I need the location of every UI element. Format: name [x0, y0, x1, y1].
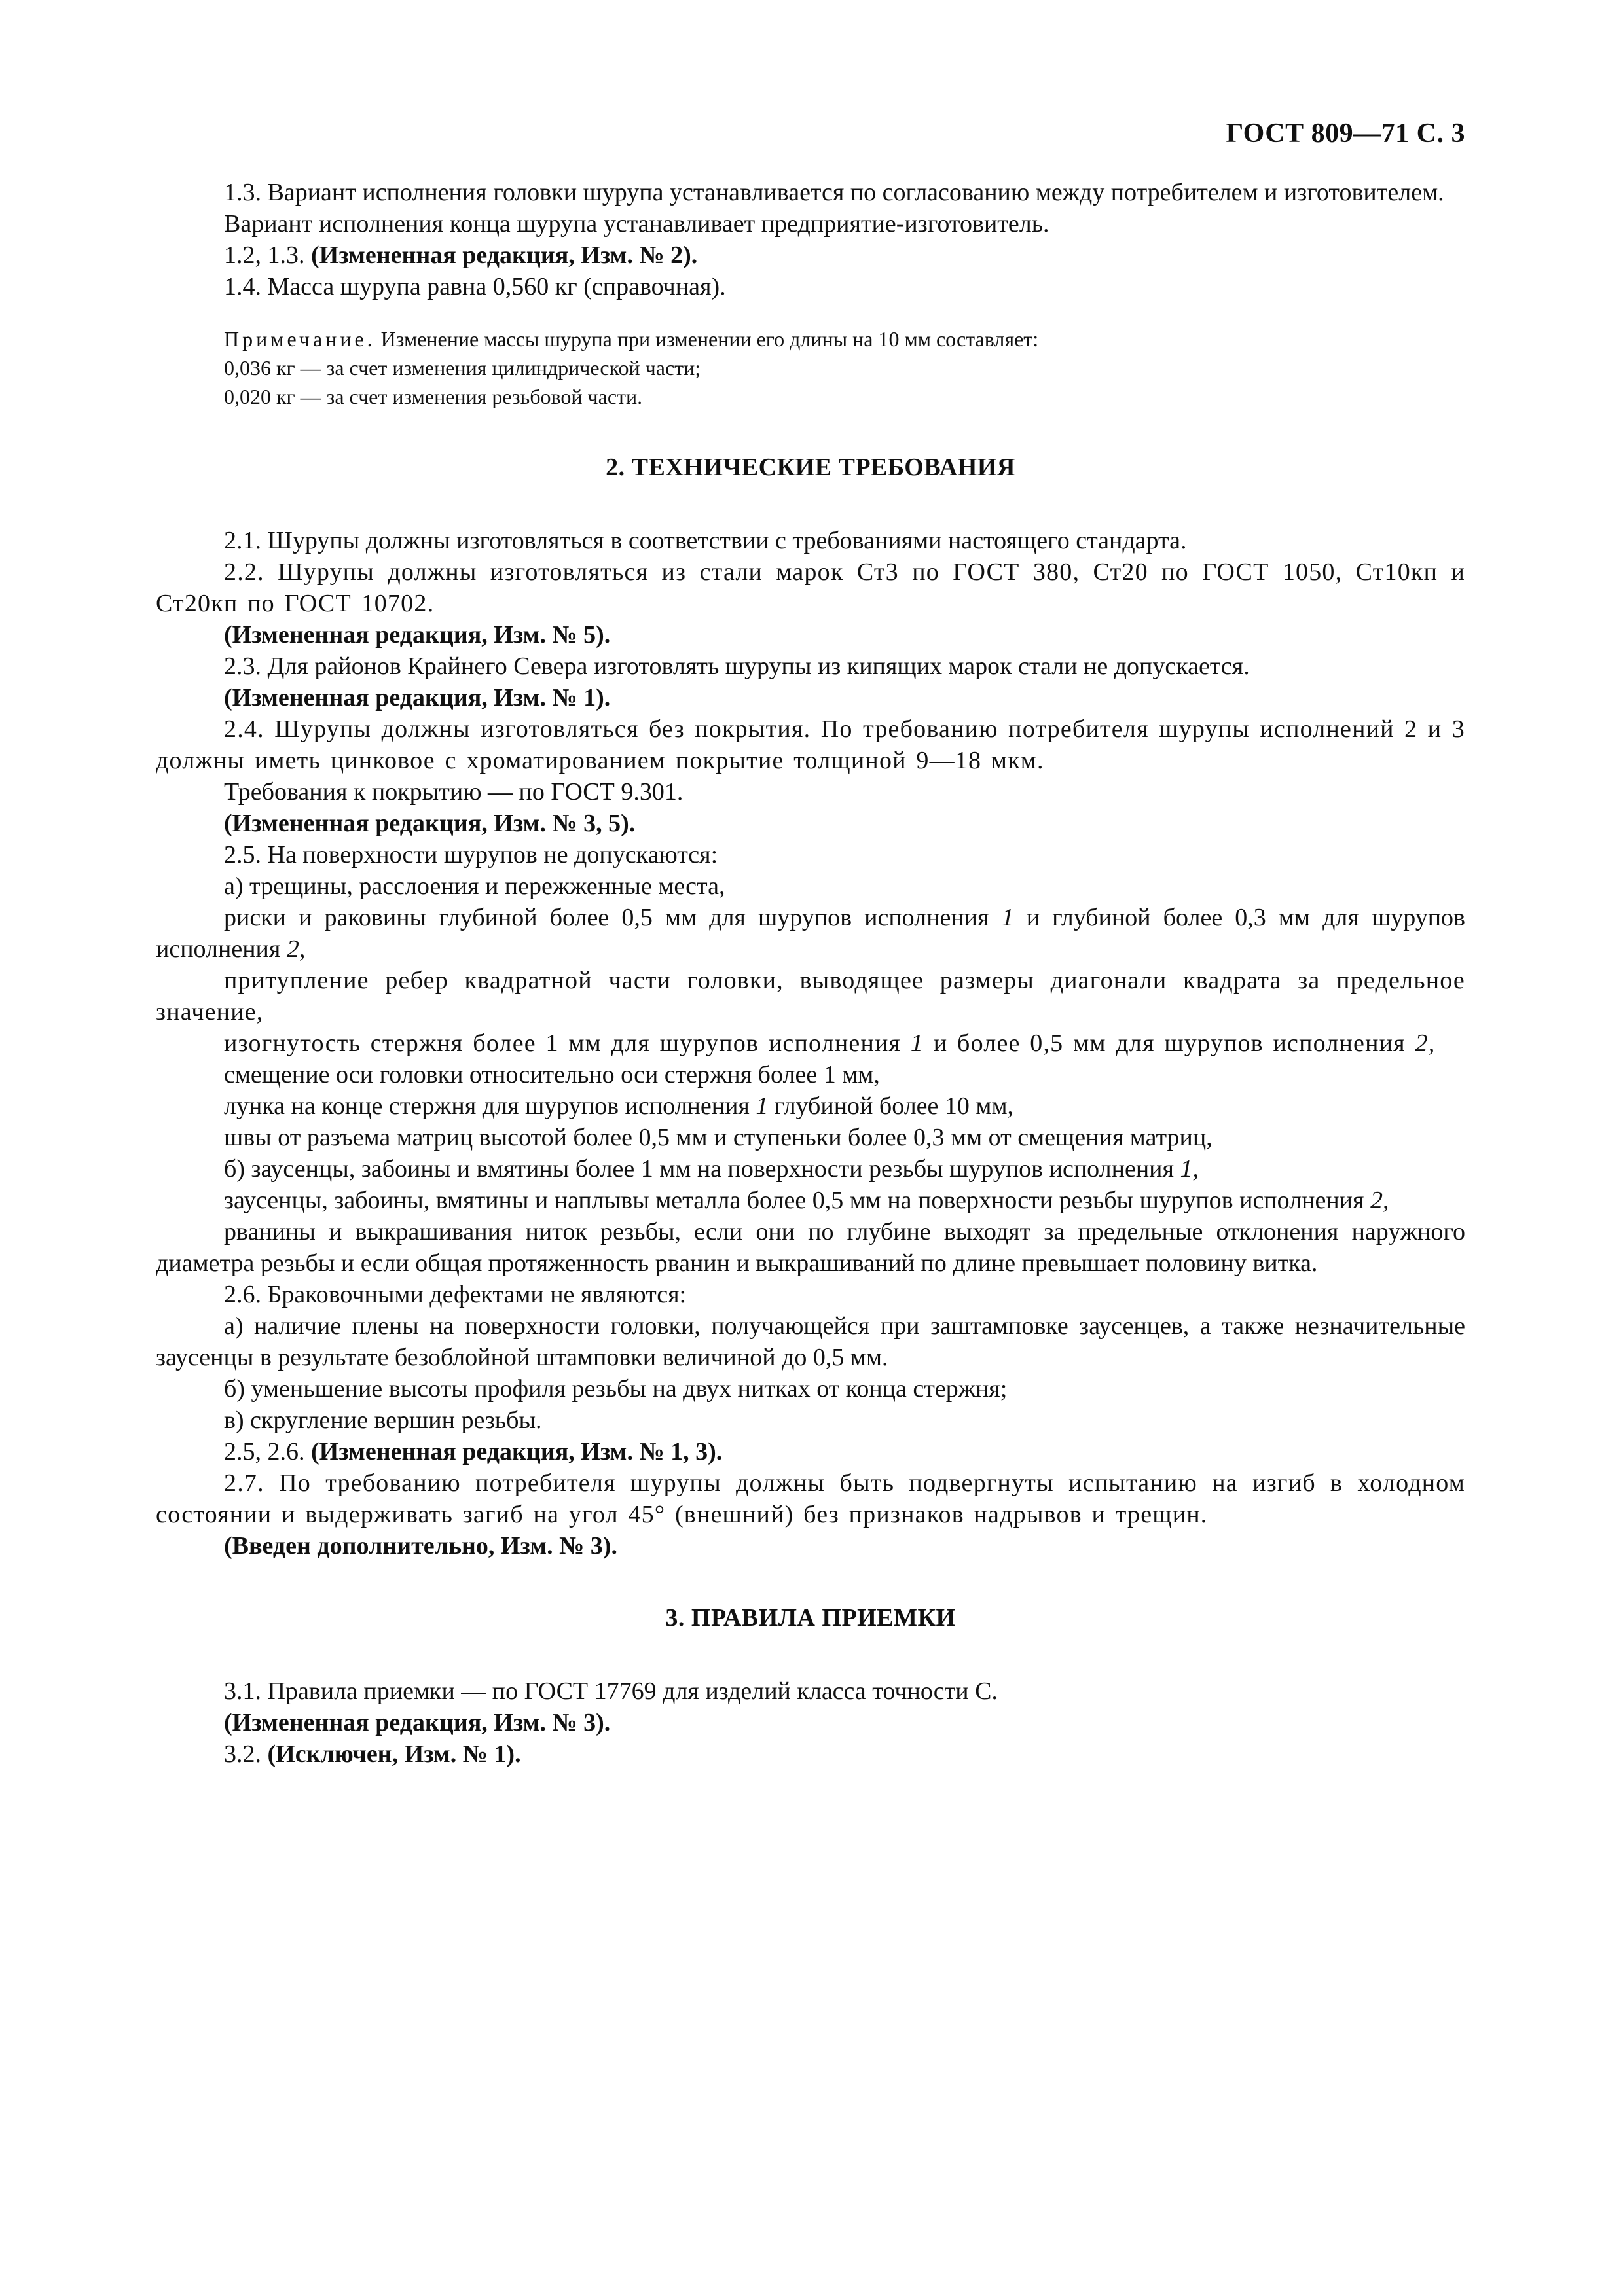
clause-2-6-a: а) наличие плены на поверхности головки, получающейся при заштамповке заусенцев, а также незначительные заусенцы в результате безоблойной штамповки величиной до 0,5 мм.	[156, 1312, 1465, 1371]
amendment-2-2	[156, 619, 1465, 651]
clause-2-2: 2.2. Шурупы должны изготовляться из стали марок Ст3 по ГОСТ 380, Ст20 по ГОСТ 1050, Ст10кп и Ст20кп по ГОСТ 10702.	[156, 558, 1465, 617]
text-run: риски и раковины глубиной более 0,5 мм для шурупов исполнения	[224, 904, 1002, 931]
clause-2-5-item	[156, 1090, 1465, 1122]
text-run: изогнутость стержня более 1 мм для шурупов исполнения	[224, 1030, 911, 1057]
clause-1-4: 1.4. Масса шурупа равна 0,560 кг (справочная).	[224, 273, 726, 300]
amendment-note: (Измененная редакция, Изм. № 1).	[224, 684, 611, 711]
amendment-2-3	[156, 682, 1465, 713]
clause-2-5-item	[156, 902, 1465, 965]
amendment-1-2-1-3	[156, 240, 1465, 271]
clause-2-5-b	[156, 1153, 1465, 1185]
text-run: лунка на конце стержня для шурупов исполнения	[224, 1092, 756, 1120]
version-number: 1	[910, 1030, 924, 1057]
clause-2-7: 2.7. По требованию потребителя шурупы должны быть подвергнуты испытанию на изгиб в холодном состоянии и выдерживать загиб на угол 45° (внешний) без признаков надрывов и трещин.	[156, 1469, 1465, 1528]
clause-2-3: 2.3. Для районов Крайнего Севера изготовлять шурупы из кипящих марок стали не допускается.	[224, 653, 1250, 680]
page-header: ГОСТ 809—71 С. 3	[1226, 118, 1465, 149]
clause-1-3: 1.3. Вариант исполнения головки шурупа устанавливается по согласованию между потребителем и изготовителем.	[224, 179, 1444, 206]
clause-2-6-c: в) скругление вершин резьбы.	[224, 1407, 542, 1434]
amendment-3-1	[156, 1707, 1465, 1738]
note-item-2: 0,020 кг — за счет изменения резьбовой части.	[224, 385, 643, 408]
amendment-note: (Введен дополнительно, Изм. № 3).	[224, 1532, 617, 1560]
clause-2-6-b: б) уменьшение высоты профиля резьбы на двух нитках от конца стержня;	[224, 1375, 1008, 1403]
clause-3-2	[156, 1738, 1465, 1770]
text-run: глубиной более 10 мм,	[768, 1092, 1013, 1120]
clause-number: 1.2, 1.3.	[224, 242, 305, 269]
clause-2-5-item: рванины и выкрашивания ниток резьбы, если они по глубине выходят за предельные отклонения наружного диаметра резьбы и если общая протяженность рванин и выкрашиваний по длине превышает половину витка.	[156, 1218, 1465, 1277]
section-3-title: 3. ПРАВИЛА ПРИЕМКИ	[665, 1604, 956, 1632]
amendment-2-7	[156, 1530, 1465, 1562]
clause-2-4: 2.4. Шурупы должны изготовляться без покрытия. По требованию потребителя шурупы исполнений 2 и 3 должны иметь цинковое с хроматированием покрытие толщиной 9—18 мкм.	[156, 715, 1465, 774]
clause-2-4-coating: Требования к покрытию — по ГОСТ 9.301.	[224, 778, 684, 806]
version-number: 1	[1001, 904, 1014, 931]
clause-2-6: 2.6. Браковочными дефектами не являются:	[224, 1281, 687, 1308]
clause-2-5-a: а) трещины, расслоения и пережженные места,	[224, 872, 725, 900]
clause-2-5-item	[156, 1028, 1465, 1059]
clause-number: 2.5, 2.6.	[224, 1438, 305, 1465]
amendment-note: (Измененная редакция, Изм. № 1, 3).	[311, 1438, 723, 1465]
section-2-title: 2. ТЕХНИЧЕСКИЕ ТРЕБОВАНИЯ	[606, 454, 1015, 481]
clause-2-5: 2.5. На поверхности шурупов не допускаются:	[224, 841, 718, 869]
clause-2-5-item	[156, 1185, 1465, 1216]
version-number: 2,	[1370, 1187, 1389, 1214]
note-text: Изменение массы шурупа при изменении его длины на 10 мм составляет:	[380, 327, 1039, 351]
note-line	[156, 325, 1465, 353]
clause-number: 3.2.	[224, 1740, 261, 1768]
amendment-2-4	[156, 808, 1465, 839]
amendment-note: (Исключен, Изм. № 1).	[267, 1740, 521, 1768]
clause-3-1: 3.1. Правила приемки — по ГОСТ 17769 для изделий класса точности С.	[224, 1677, 998, 1705]
amendment-note: (Измененная редакция, Изм. № 3, 5).	[224, 810, 636, 837]
amendment-2-5-2-6	[156, 1436, 1465, 1467]
text-run: и глубиной более 0,3 мм для шурупов исполнения	[156, 904, 1465, 963]
clause-2-1: 2.1. Шурупы должны изготовляться в соответствии с требованиями настоящего стандарта.	[224, 527, 1187, 554]
text-run: б) заусенцы, забоины и вмятины более 1 мм на поверхности резьбы шурупов исполнения	[224, 1155, 1180, 1183]
version-number: 1	[756, 1092, 769, 1120]
amendment-note: (Измененная редакция, Изм. № 3).	[224, 1709, 611, 1736]
clause-2-5-item: швы от разъема матриц высотой более 0,5 мм и ступеньки более 0,3 мм от смещения матриц,	[224, 1124, 1213, 1151]
text-run: заусенцы, забоины, вмятины и наплывы металла более 0,5 мм на поверхности резьбы шурупов исполнения	[224, 1187, 1370, 1214]
version-number: 2,	[1415, 1030, 1436, 1057]
text-run: и более 0,5 мм для шурупов исполнения	[924, 1030, 1415, 1057]
note-label: Примечание.	[224, 327, 376, 351]
version-number: 1,	[1180, 1155, 1199, 1183]
clause-2-5-item: смещение оси головки относительно оси стержня более 1 мм,	[224, 1061, 880, 1088]
clause-1-3-end: Вариант исполнения конца шурупа устанавливает предприятие-изготовитель.	[224, 210, 1049, 238]
version-number: 2,	[286, 935, 306, 963]
amendment-note: (Измененная редакция, Изм. № 5).	[224, 621, 611, 649]
clause-2-5-item: притупление ребер квадратной части головки, выводящее размеры диагонали квадрата за предельное значение,	[156, 967, 1465, 1026]
note-block	[156, 325, 1465, 411]
note-item-1: 0,036 кг — за счет изменения цилиндрической части;	[224, 356, 701, 380]
amendment-note: (Измененная редакция, Изм. № 2).	[311, 242, 698, 269]
document-page	[156, 118, 1465, 1770]
